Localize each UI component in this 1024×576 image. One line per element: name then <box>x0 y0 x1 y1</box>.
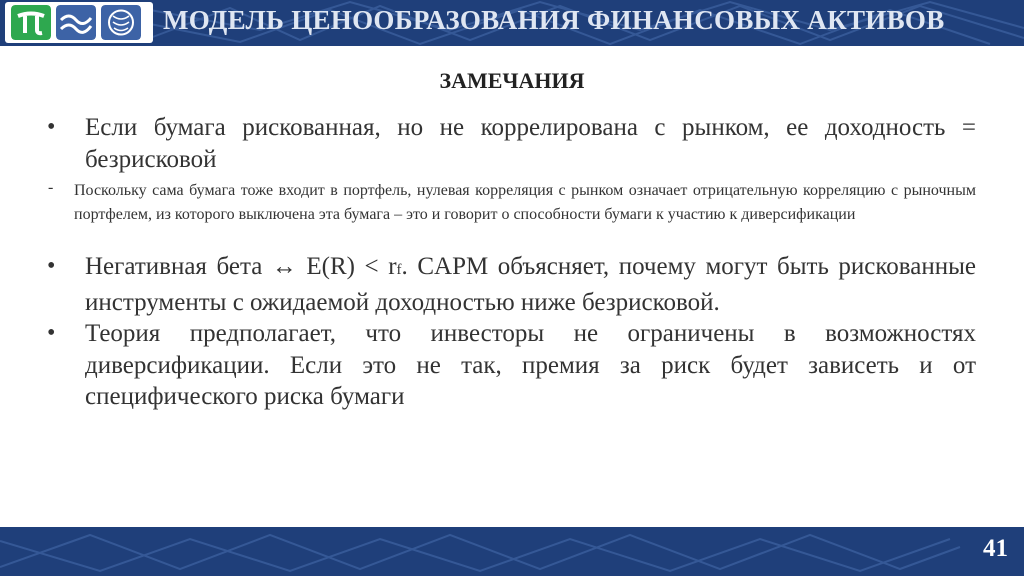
slide-heading: ЗАМЕЧАНИЯ <box>439 68 585 93</box>
bullet-marker: • <box>47 114 56 140</box>
dash-text: Поскольку сама бумага тоже входит в портфель, нулевая корреляция с рынком означает отрицательную корреляцию с рыночным портфелем, из которого выключена эта бумага – это и говорит о способности бумаги к участию к диверсификации <box>74 182 976 223</box>
emblem-logo-icon <box>101 5 141 40</box>
subscript-f: f <box>396 262 402 278</box>
header-bar <box>0 0 1024 46</box>
pi-logo-icon <box>11 5 51 40</box>
logo <box>5 2 153 43</box>
bullet-text: Если бумага рискованная, но не коррелирована с рынком, ее доходность = безрисковой <box>85 114 976 173</box>
dash-item <box>48 179 976 227</box>
header-title: МОДЕЛЬ ЦЕНООБРАЗОВАНИЯ ФИНАНСОВЫХ АКТИВОВ <box>163 5 945 35</box>
wave-pattern <box>0 527 1024 576</box>
wave-logo-icon <box>56 5 96 40</box>
page-number: 41 <box>983 535 1008 562</box>
dash-marker: - <box>48 179 54 196</box>
spacer <box>48 227 976 251</box>
bullet-text: Теория предполагает, что инвесторы не ограничены в возможностях диверсификации. Если это не так, премия за риск будет зависеть и от специфического риска бумаги <box>85 320 976 410</box>
bullet-text-part: . CAPM объясняет, почему могут быть рискованные инструменты с ожидаемой доходностью ниже безрисковой. <box>85 253 977 316</box>
bullet-item <box>48 318 976 413</box>
bullet-marker: • <box>47 320 56 346</box>
bullet-marker: • <box>47 253 56 279</box>
slide-content <box>48 112 976 413</box>
footer-bar <box>0 527 1024 576</box>
bullet-item <box>48 112 976 175</box>
bullet-item <box>48 251 976 318</box>
bullet-text-part: Негативная бета ↔ E(R) < r <box>85 253 397 280</box>
